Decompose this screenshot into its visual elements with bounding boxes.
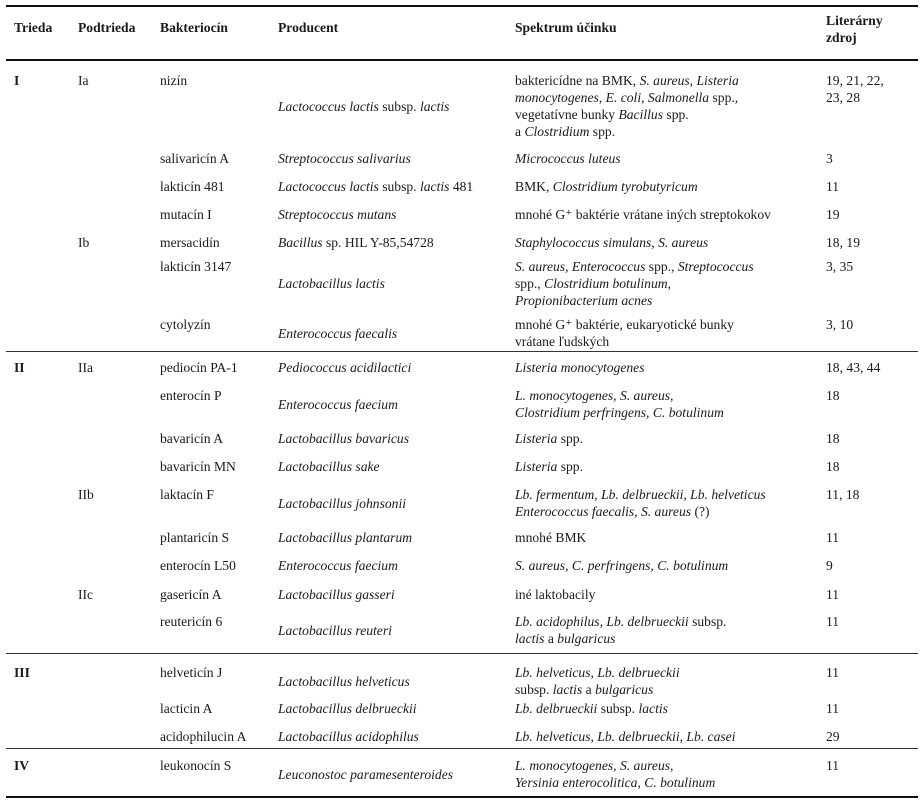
italic-text: Enterococcus faecium: [278, 558, 398, 573]
spektrum-cell: [515, 234, 708, 251]
producent-cell: [278, 622, 392, 639]
spektrum-line: [515, 681, 680, 698]
text: baktericídne na BMK,: [515, 73, 640, 88]
italic-text: monocytogenes: [515, 90, 599, 105]
zdroj-cell: [826, 316, 853, 333]
spektrum-cell: [515, 458, 583, 475]
spektrum-cell: [515, 757, 715, 791]
producent-cell: [278, 325, 397, 342]
zdroj-line: 11, 18: [826, 487, 860, 502]
text: a: [515, 124, 525, 139]
zdroj-cell: [826, 458, 840, 475]
header-spektrum: Spektrum účinku: [515, 20, 617, 35]
italic-text: E. coli: [605, 90, 642, 105]
producent-cell: [278, 458, 380, 475]
italic-text: Lb. helveticus, Lb. delbrueckii: [515, 665, 680, 680]
spektrum-cell: [515, 72, 739, 140]
spektrum-line: [515, 359, 645, 376]
podtrieda-cell: IIb: [78, 487, 94, 502]
zdroj-cell: [826, 150, 833, 167]
italic-text: Lactobacillus gasseri: [278, 587, 395, 602]
bakteriocin-cell: nizín: [160, 73, 188, 88]
spektrum-line: [515, 178, 698, 195]
zdroj-cell: [826, 430, 840, 447]
text: spp.: [557, 459, 583, 474]
spektrum-line: [515, 275, 754, 292]
spektrum-line: [515, 150, 621, 167]
trieda-cell: III: [14, 665, 30, 680]
italic-text: Lb. helveticus, Lb. delbrueckii, Lb. casei: [515, 729, 736, 744]
italic-text: Lb. fermentum, Lb. delbrueckii, Lb. helveticus: [515, 487, 766, 502]
italic-text: S. aureus, Enterococcus: [515, 259, 646, 274]
spektrum-line: [515, 404, 724, 421]
zdroj-line: 18: [826, 431, 840, 446]
text: sp. HIL Y-85,54728: [322, 235, 434, 250]
italic-text: lactis: [515, 631, 545, 646]
spektrum-line: [515, 557, 728, 574]
text: ,: [641, 90, 648, 105]
italic-text: Lactobacillus helveticus: [278, 673, 410, 689]
zdroj-line: 9: [826, 558, 833, 573]
bakteriocin-cell: plantaricín S: [160, 530, 230, 545]
spektrum-line: [515, 458, 583, 475]
spektrum-line: [515, 613, 726, 630]
bakteriocin-cell: mutacín I: [160, 207, 212, 222]
zdroj-line: 19, 21, 22,: [826, 73, 884, 88]
spektrum-line: [515, 486, 766, 503]
zdroj-cell: [826, 529, 839, 546]
bakteriocin-cell: leukonocín S: [160, 758, 232, 773]
text: spp.: [663, 107, 689, 122]
bakteriocin-cell: salivaricín A: [160, 151, 230, 166]
bakteriocin-cell: mersacidín: [160, 235, 220, 250]
class-divider-rule: [6, 748, 918, 749]
bakteriocin-cell: lakticín 3147: [160, 259, 232, 274]
zdroj-cell: [826, 757, 839, 774]
spektrum-line: [515, 774, 715, 791]
spektrum-line: [515, 630, 726, 647]
spektrum-line: [515, 72, 739, 89]
text: a: [544, 631, 558, 646]
text: spp.,: [515, 276, 545, 291]
zdroj-line: 3: [826, 151, 833, 166]
producent-cell: [278, 234, 434, 251]
spektrum-cell: [515, 586, 595, 603]
header-producent: Producent: [278, 20, 339, 35]
spektrum-cell: [515, 664, 680, 698]
italic-text: Lactococcus lactis: [278, 179, 379, 194]
spektrum-cell: [515, 258, 754, 309]
italic-text: Lb. delbrueckii: [515, 701, 598, 716]
italic-text: Enterococcus faecium: [278, 396, 398, 412]
producent-cell: [278, 495, 406, 512]
zdroj-cell: [826, 72, 884, 106]
text: subsp.: [688, 614, 727, 629]
podtrieda-cell: Ia: [78, 73, 89, 88]
bakteriocin-cell: reutericín 6: [160, 614, 223, 629]
producent-cell: [278, 430, 409, 447]
spektrum-cell: [515, 728, 735, 745]
text: spp.: [589, 124, 616, 139]
italic-text: Lactobacillus reuteri: [278, 622, 392, 638]
text: spp.,: [645, 259, 678, 274]
zdroj-line: 11: [826, 530, 840, 545]
bakteriocin-cell: bavaricín A: [160, 431, 224, 446]
italic-text: Clostridium botulinum: [544, 276, 668, 291]
italic-text: Enterococcus faecalis, S. aureus: [515, 504, 692, 519]
italic-text: Pediococcus acidilactici: [278, 360, 412, 375]
italic-text: Lactobacillus bavaricus: [278, 431, 410, 446]
spektrum-line: [515, 106, 739, 123]
italic-text: L. monocytogenes, S. aureus,: [515, 388, 674, 403]
italic-text: Bacillus: [618, 107, 663, 122]
spektrum-cell: [515, 557, 728, 574]
zdroj-line: 11: [826, 665, 840, 680]
italic-text: Propionibacterium acnes: [515, 293, 653, 308]
producent-cell: [278, 766, 453, 783]
bakteriocin-cell: lacticin A: [160, 701, 213, 716]
spektrum-line: [515, 89, 739, 106]
header-zdroj-line2: zdroj: [826, 30, 857, 45]
spektrum-line: [515, 387, 724, 404]
spektrum-cell: [515, 387, 724, 421]
podtrieda-cell: Ib: [78, 235, 90, 250]
text: 481: [449, 179, 474, 194]
spektrum-line: [515, 757, 715, 774]
italic-text: Clostridium perfringens, C. botulinum: [515, 405, 724, 420]
zdroj-cell: [826, 234, 860, 251]
zdroj-line: 11: [826, 614, 840, 629]
zdroj-line: 18: [826, 459, 840, 474]
text: iné laktobacily: [515, 587, 596, 602]
header-trieda: Trieda: [14, 20, 53, 35]
producent-cell: [278, 673, 410, 690]
spektrum-line: [515, 586, 595, 603]
class-divider-rule: [6, 653, 918, 654]
producent-cell: [278, 206, 396, 223]
text: ,: [598, 90, 606, 105]
italic-text: lactis: [419, 98, 450, 114]
italic-text: Lactobacillus lactis: [278, 276, 385, 291]
header-bottom-rule: [6, 59, 918, 61]
bakteriocin-cell: bavaricín MN: [160, 459, 236, 474]
spektrum-line: [515, 503, 766, 520]
producent-cell: [278, 586, 395, 603]
zdroj-line: 18, 19: [826, 235, 860, 250]
zdroj-line: 11: [826, 758, 840, 773]
italic-text: Leuconostoc paramesenteroides: [278, 766, 454, 782]
producent-cell: [278, 557, 398, 574]
zdroj-line: 23, 28: [826, 90, 860, 105]
text: ,: [667, 276, 671, 291]
bakteriocin-cell: laktacín F: [160, 487, 214, 502]
spektrum-cell: [515, 700, 668, 717]
italic-text: Lb. acidophilus, Lb. delbrueckii: [515, 614, 689, 629]
text: subsp.: [597, 701, 639, 716]
producent-cell: [278, 359, 411, 376]
italic-text: lactis: [419, 179, 450, 194]
spektrum-cell: [515, 150, 621, 167]
text: BMK,: [515, 179, 553, 194]
producent-cell: [278, 396, 398, 413]
italic-text: Bacillus: [278, 235, 323, 250]
text: (?): [691, 504, 710, 519]
header-zdroj-line1: Literárny: [826, 13, 883, 28]
italic-text: Lactobacillus sake: [278, 459, 380, 474]
text: mnohé BMK: [515, 530, 587, 545]
text: spp.: [557, 431, 583, 446]
zdroj-line: 19: [826, 207, 840, 222]
zdroj-cell: [826, 359, 880, 376]
trieda-cell: I: [14, 73, 20, 88]
producent-cell: [278, 150, 411, 167]
producent-cell: [278, 178, 473, 195]
zdroj-line: 3, 10: [826, 317, 854, 332]
italic-text: bulgaricus: [557, 631, 616, 646]
podtrieda-cell: IIa: [78, 360, 94, 375]
spektrum-line: [515, 258, 754, 275]
zdroj-line: 3, 35: [826, 259, 854, 274]
spektrum-line: [515, 664, 680, 681]
italic-text: S. aureus: [639, 73, 690, 88]
text: spp.,: [709, 90, 739, 105]
text: mnohé G⁺ baktérie, eukaryotické bunky: [515, 317, 734, 332]
producent-cell: [278, 728, 419, 745]
spektrum-cell: [515, 486, 766, 520]
text: ,: [689, 73, 697, 88]
spektrum-line: [515, 333, 734, 350]
zdroj-cell: [826, 178, 839, 195]
italic-text: Listeria monocytogenes: [515, 360, 645, 375]
zdroj-line: 11: [826, 701, 840, 716]
spektrum-cell: [515, 359, 645, 376]
trieda-cell: II: [14, 360, 25, 375]
italic-text: Lactococcus lactis: [278, 98, 379, 114]
spektrum-line: [515, 728, 735, 745]
spektrum-cell: [515, 178, 698, 195]
italic-text: Listeria: [696, 73, 739, 88]
italic-text: Staphylococcus simulans, S. aureus: [515, 235, 709, 250]
spektrum-line: [515, 529, 586, 546]
italic-text: lactis: [552, 682, 583, 697]
header-podtrieda: Podtrieda: [78, 20, 136, 35]
producent-cell: [278, 275, 385, 292]
zdroj-cell: [826, 486, 859, 503]
italic-text: Streptococcus mutans: [278, 207, 397, 222]
italic-text: Clostridium: [524, 124, 590, 139]
italic-text: Enterococcus faecalis: [278, 325, 398, 341]
italic-text: Streptococcus salivarius: [278, 151, 411, 166]
zdroj-cell: [826, 258, 853, 275]
bakteriocin-cell: enterocín L50: [160, 558, 236, 573]
text: subsp.: [378, 98, 420, 114]
italic-text: Streptococcus: [677, 259, 754, 274]
spektrum-line: [515, 234, 708, 251]
bakteriocin-cell: helveticín J: [160, 665, 223, 680]
italic-text: bulgaricus: [595, 682, 654, 697]
bakteriocin-cell: pediocín PA-1: [160, 360, 238, 375]
italic-text: S. aureus, C. perfringens, C. botulinum: [515, 558, 729, 573]
zdroj-cell: [826, 387, 840, 404]
italic-text: Lactobacillus acidophilus: [278, 729, 419, 744]
italic-text: Lactobacillus plantarum: [278, 530, 413, 545]
table-bottom-rule: [6, 796, 918, 798]
spektrum-cell: [515, 529, 586, 546]
italic-text: L. monocytogenes, S. aureus,: [515, 758, 674, 773]
italic-text: Clostridium tyrobutyricum: [552, 179, 698, 194]
zdroj-cell: [826, 586, 839, 603]
producent-cell: [278, 98, 449, 115]
spektrum-cell: [515, 206, 771, 223]
bakteriocin-cell: acidophilucin A: [160, 729, 247, 744]
italic-text: Listeria: [515, 431, 558, 446]
spektrum-line: [515, 430, 583, 447]
bakteriocin-cell: enterocín P: [160, 388, 222, 403]
zdroj-cell: [826, 613, 839, 630]
header-bakteriocin: Bakteriocín: [160, 20, 228, 35]
italic-text: Salmonella: [647, 90, 710, 105]
zdroj-cell: [826, 700, 839, 717]
zdroj-cell: [826, 557, 833, 574]
zdroj-line: 29: [826, 729, 840, 744]
text: vegetatívne bunky: [515, 107, 619, 122]
spektrum-cell: [515, 430, 583, 447]
table-top-rule: [6, 5, 918, 7]
zdroj-line: 18, 43, 44: [826, 360, 881, 375]
producent-cell: [278, 529, 412, 546]
spektrum-line: [515, 123, 739, 140]
italic-text: Yersinia enterocolitica, C. botulinum: [515, 775, 716, 790]
bakteriocin-cell: lakticín 481: [160, 179, 225, 194]
spektrum-line: [515, 700, 668, 717]
text: subsp.: [515, 682, 553, 697]
italic-text: Listeria: [515, 459, 558, 474]
zdroj-cell: [826, 206, 840, 223]
producent-cell: [278, 700, 417, 717]
spektrum-line: [515, 292, 754, 309]
text: subsp.: [378, 179, 420, 194]
bakteriocin-cell: cytolyzín: [160, 317, 211, 332]
podtrieda-cell: IIc: [78, 587, 94, 602]
zdroj-line: 18: [826, 388, 840, 403]
spektrum-cell: [515, 316, 734, 350]
zdroj-line: 11: [826, 587, 840, 602]
zdroj-cell: [826, 664, 839, 681]
italic-text: lactis: [638, 701, 668, 716]
header-zdroj: [826, 12, 883, 46]
text: a: [582, 682, 596, 697]
spektrum-line: [515, 316, 734, 333]
trieda-cell: IV: [14, 758, 30, 773]
italic-text: Lactobacillus delbrueckii: [278, 701, 417, 716]
italic-text: Micrococcus luteus: [515, 151, 621, 166]
text: vrátane ľudských: [515, 334, 610, 349]
class-divider-rule: [6, 351, 918, 352]
bakteriocin-cell: gasericín A: [160, 587, 222, 602]
zdroj-cell: [826, 728, 840, 745]
spektrum-cell: [515, 613, 726, 647]
italic-text: Lactobacillus johnsonii: [278, 495, 407, 511]
zdroj-line: 11: [826, 179, 840, 194]
text: mnohé G⁺ baktérie vrátane iných streptokokov: [515, 207, 771, 222]
spektrum-line: [515, 206, 771, 223]
